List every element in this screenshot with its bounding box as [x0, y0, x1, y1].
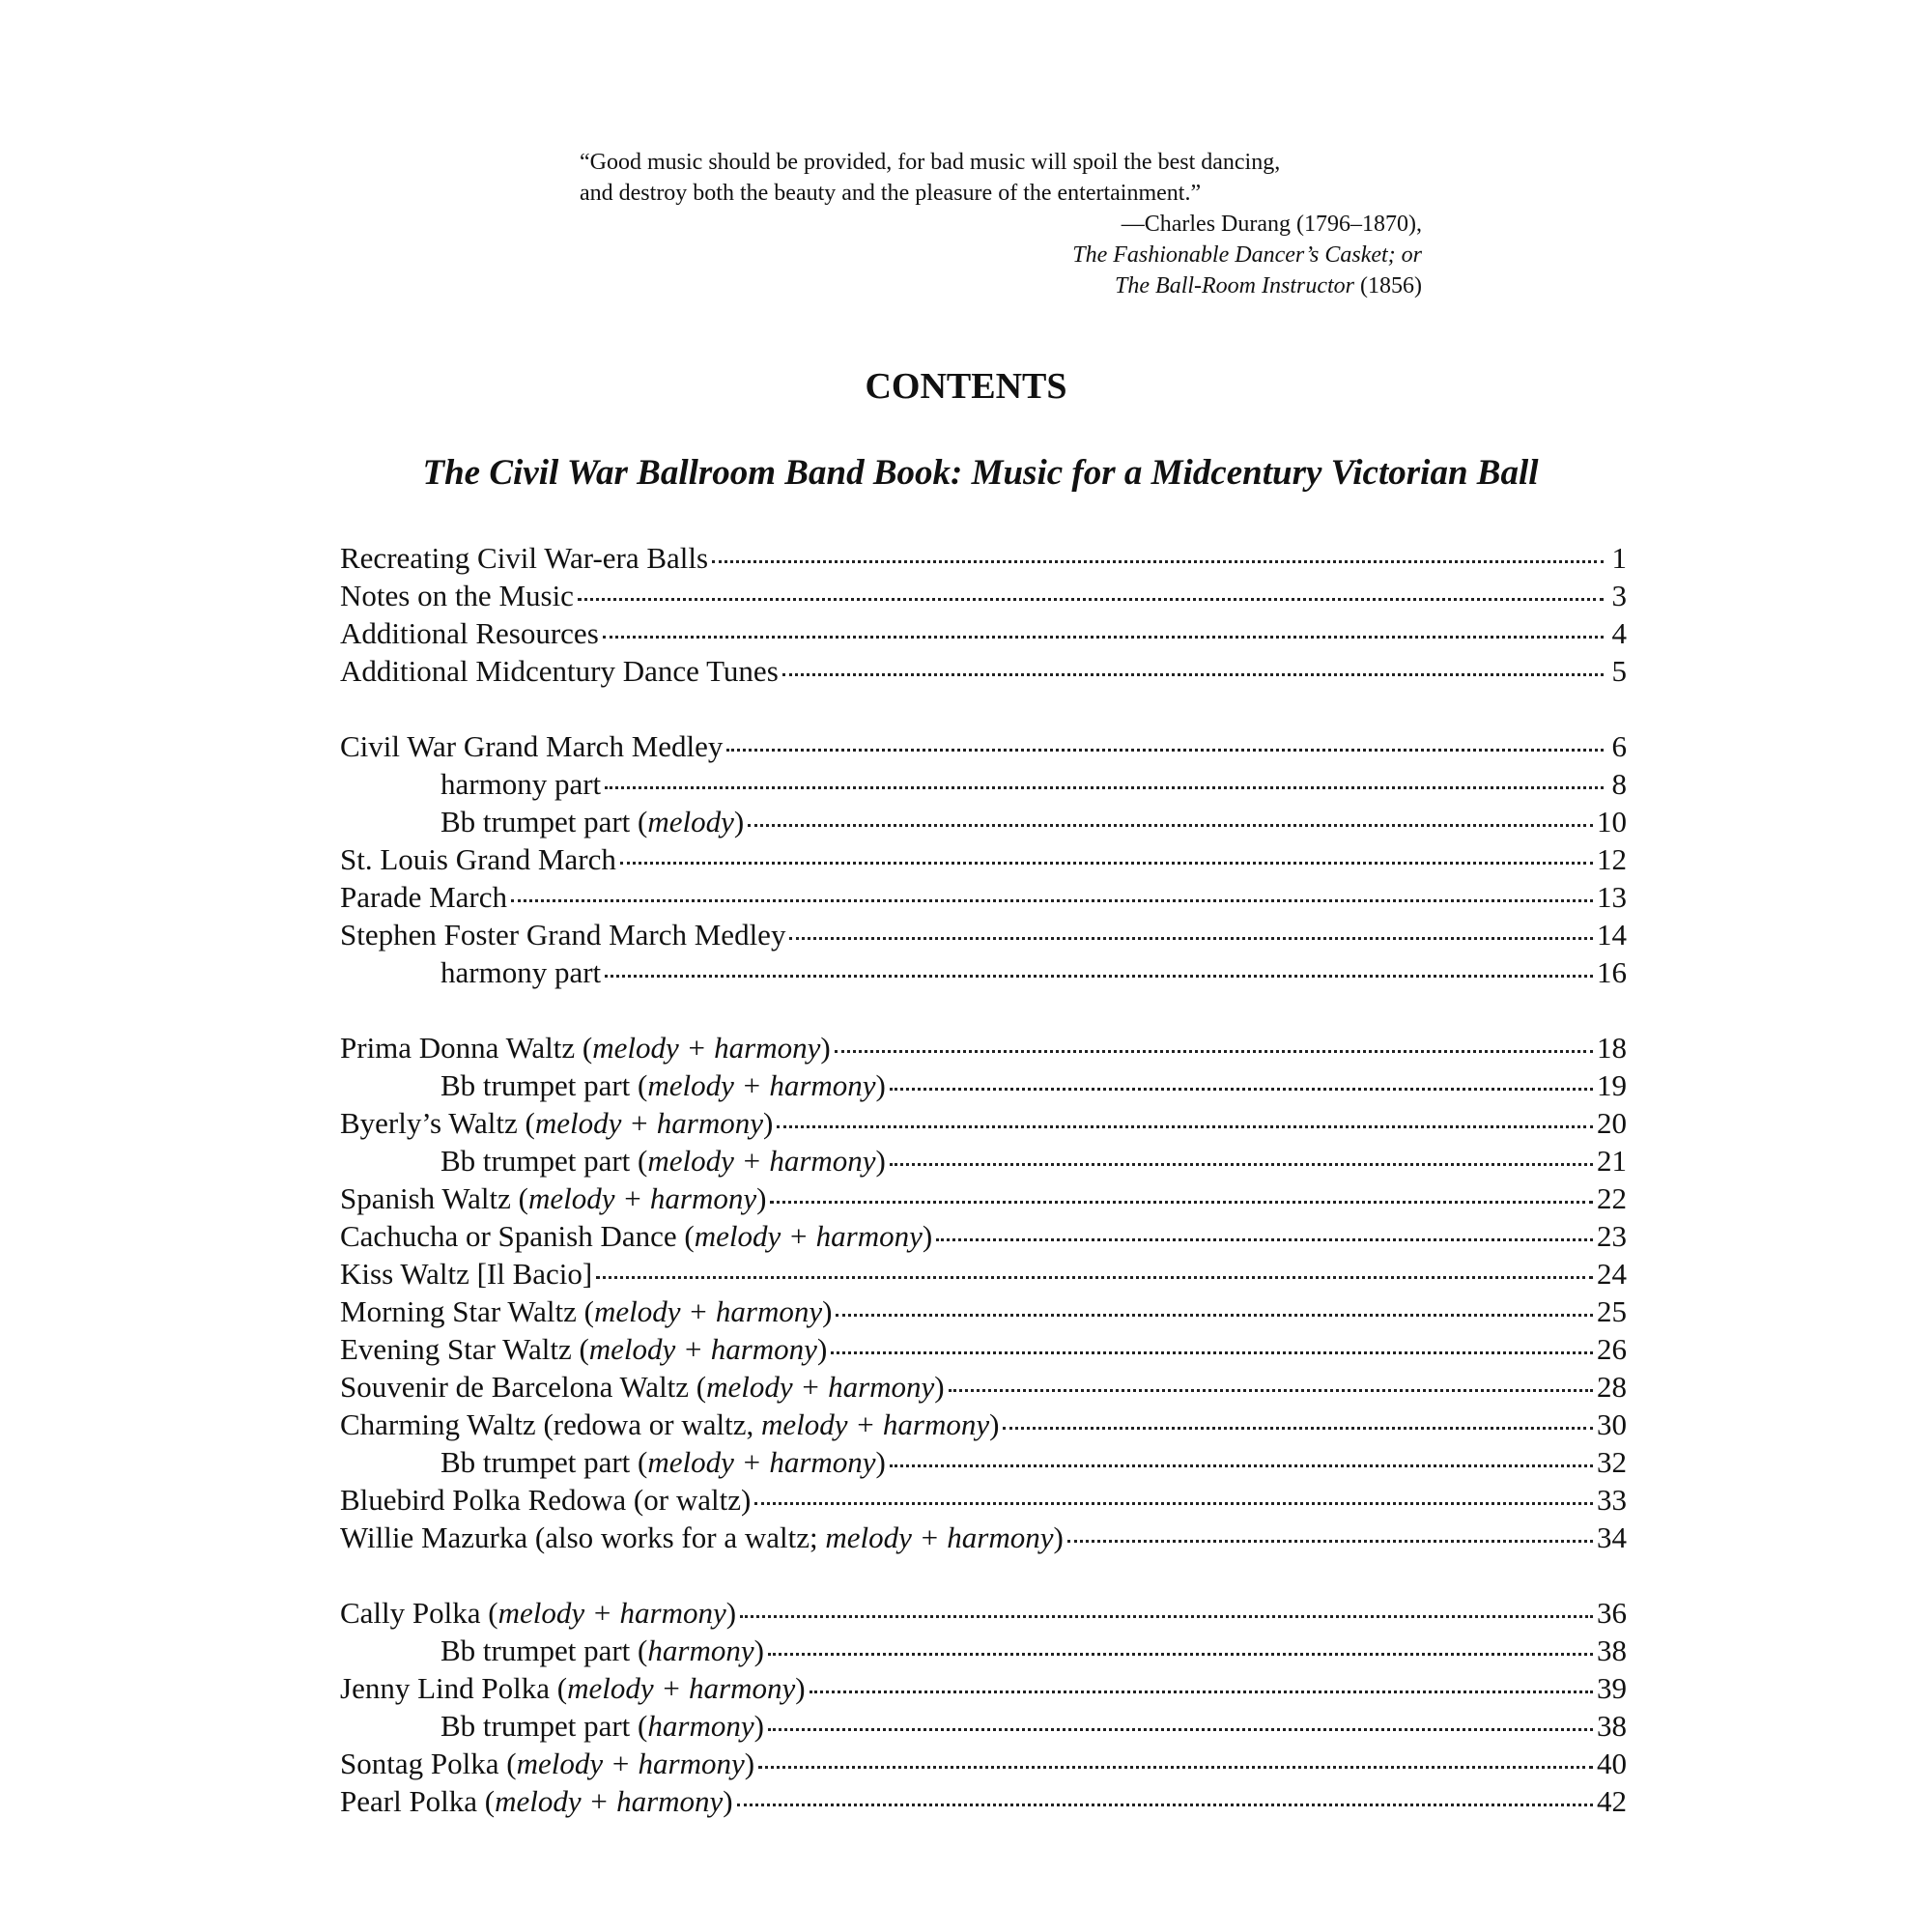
dot-leader [578, 598, 1604, 601]
toc-entry-label [340, 577, 574, 614]
toc-entry [340, 652, 1627, 690]
toc-page-number: 40 [1597, 1747, 1627, 1780]
toc-entry-label [340, 652, 779, 690]
toc-page-number: 30 [1597, 1407, 1627, 1441]
dot-leader [936, 1238, 1593, 1241]
toc-page-number: 21 [1597, 1144, 1627, 1178]
toc-entry-label [440, 765, 601, 803]
toc-entry [340, 1255, 1627, 1293]
toc-page-number: 36 [1597, 1596, 1627, 1630]
toc-page-number: 12 [1597, 842, 1627, 876]
toc-group [340, 1594, 1627, 1820]
toc-page-number: 10 [1597, 805, 1627, 838]
toc-entry-title: Morning Star Waltz ( [340, 1294, 594, 1328]
toc-entry [340, 1406, 1627, 1443]
toc-entry-label [440, 1066, 886, 1104]
toc-entry-title: Byerly’s Waltz ( [340, 1106, 535, 1140]
toc-entry-label [440, 1707, 764, 1745]
toc-entry-close-paren: ) [822, 1294, 833, 1328]
toc-entry-label [440, 1632, 764, 1669]
toc-entry-title: Bb trumpet part ( [440, 1634, 648, 1667]
toc-entry-label [340, 1293, 832, 1330]
toc-entry-parts: melody + harmony [593, 1294, 823, 1328]
toc-page-number: 5 [1611, 654, 1627, 688]
toc-entry-label [440, 953, 601, 991]
toc-entry-parts: melody + harmony [527, 1181, 757, 1215]
toc-entry-label [340, 1330, 827, 1368]
epigraph-year: (1856) [1360, 273, 1422, 298]
toc-entry-title: Prima Donna Waltz ( [340, 1031, 593, 1065]
toc-entry-close-paren: ) [725, 1596, 737, 1630]
toc-entry-title: Additional Resources [340, 616, 599, 650]
toc-page-number: 39 [1597, 1671, 1627, 1705]
toc-page-number: 24 [1597, 1257, 1627, 1291]
dot-leader [620, 862, 1593, 865]
toc-entry-title: Cally Polka ( [340, 1596, 498, 1630]
dot-leader [890, 1464, 1593, 1467]
toc-entry-title: Bb trumpet part ( [440, 1144, 648, 1178]
toc-entry-title: Notes on the Music [340, 579, 574, 612]
toc-entry-parts: harmony [647, 1709, 754, 1743]
toc-entry-close-paren: ) [875, 1068, 886, 1102]
toc-entry-label [440, 1142, 886, 1179]
toc-entry-parts: melody + harmony [694, 1219, 923, 1253]
toc-entry-label [340, 1217, 932, 1255]
dot-leader [1003, 1427, 1593, 1430]
toc-entry-close-paren: ) [875, 1445, 886, 1479]
dot-leader [754, 1502, 1593, 1505]
toc-subentry [340, 1142, 1627, 1179]
toc-subentry [340, 1632, 1627, 1669]
toc-entry-parts: melody + harmony [497, 1596, 726, 1630]
toc-entry-parts: melody + harmony [825, 1520, 1054, 1554]
toc-page-number: 38 [1597, 1634, 1627, 1667]
toc-entry [340, 1519, 1627, 1556]
dot-leader [777, 1125, 1593, 1128]
dot-leader [949, 1389, 1593, 1392]
toc-entry-title: Charming Waltz (redowa or waltz, [340, 1407, 761, 1441]
toc-entry-parts: melody + harmony [647, 1144, 876, 1178]
toc-entry [340, 878, 1627, 916]
toc-entry-title: St. Louis Grand March [340, 842, 616, 876]
toc-page-number: 16 [1597, 955, 1627, 989]
toc-entry-close-paren: ) [820, 1031, 831, 1065]
toc-group [340, 1029, 1627, 1556]
toc-entry-label [340, 1368, 945, 1406]
toc-subentry [340, 765, 1627, 803]
toc-entry-title: Willie Mazurka (also works for a waltz; [340, 1520, 826, 1554]
toc-page-number: 19 [1597, 1068, 1627, 1102]
toc-entry-parts: melody [647, 805, 734, 838]
toc-entry-label [340, 1406, 999, 1443]
toc-entry-label [340, 1104, 773, 1142]
dot-leader [740, 1615, 1593, 1618]
toc-entry [340, 727, 1627, 765]
toc-entry [340, 577, 1627, 614]
toc-entry-title: Bb trumpet part ( [440, 805, 648, 838]
toc-entry [340, 916, 1627, 953]
toc-entry-parts: melody + harmony [647, 1068, 876, 1102]
dot-leader [768, 1653, 1593, 1656]
toc-entry-title: harmony part [440, 767, 602, 801]
toc-page-number: 6 [1611, 729, 1627, 763]
toc-entry-title: Bluebird Polka Redowa (or waltz) [340, 1483, 752, 1517]
toc-entry-title: Sontag Polka ( [340, 1747, 517, 1780]
toc-entry-label [440, 1443, 886, 1481]
toc-entry-title: Spanish Waltz ( [340, 1181, 528, 1215]
toc-entry [340, 1104, 1627, 1142]
toc-entry-title: Bb trumpet part ( [440, 1068, 648, 1102]
toc-entry-parts: melody + harmony [567, 1671, 796, 1705]
toc-entry-close-paren: ) [753, 1709, 764, 1743]
dot-leader [605, 975, 1593, 978]
toc-entry-title: Additional Midcentury Dance Tunes [340, 654, 779, 688]
toc-entry-close-paren: ) [816, 1332, 828, 1366]
toc-entry-close-paren: ) [989, 1407, 1000, 1441]
toc-entry-label [340, 1669, 806, 1707]
toc-page-number: 34 [1597, 1520, 1627, 1554]
toc-page-number: 28 [1597, 1370, 1627, 1404]
epigraph-work-line-1 [580, 240, 1422, 270]
epigraph-work-title-1: The Fashionable Dancer’s Casket; or [1072, 242, 1422, 268]
toc-entry-label [340, 840, 616, 878]
dot-leader [726, 749, 1604, 752]
toc-page-number: 13 [1597, 880, 1627, 914]
toc-page-number: 26 [1597, 1332, 1627, 1366]
toc-entry-label [340, 1594, 736, 1632]
toc-page-number: 18 [1597, 1031, 1627, 1065]
toc-entry-parts: melody + harmony [706, 1370, 935, 1404]
toc-entry-label [340, 1519, 1064, 1556]
toc-entry-title: Jenny Lind Polka ( [340, 1671, 568, 1705]
toc-group [340, 539, 1627, 690]
toc-entry-title: Parade March [340, 880, 507, 914]
toc-page-number: 33 [1597, 1483, 1627, 1517]
toc-entry [340, 1481, 1627, 1519]
contents-heading: CONTENTS [865, 366, 1067, 407]
toc-page-number: 38 [1597, 1709, 1627, 1743]
dot-leader [890, 1088, 1593, 1091]
book-title: The Civil War Ballroom Band Book: Music for a Midcentury Victorian Ball [422, 453, 1539, 493]
toc-entry-close-paren: ) [875, 1144, 886, 1178]
toc-entry-label [340, 1029, 831, 1066]
toc-page-number: 20 [1597, 1106, 1627, 1140]
toc-entry [340, 1669, 1627, 1707]
dot-leader [835, 1050, 1593, 1053]
toc-page-number: 23 [1597, 1219, 1627, 1253]
toc-entry-close-paren: ) [753, 1634, 764, 1667]
epigraph-author: —Charles Durang (1796–1870), [1121, 212, 1422, 237]
toc-entry-label [440, 803, 744, 840]
toc-entry-close-paren: ) [922, 1219, 933, 1253]
toc-entry-close-paren: ) [744, 1747, 755, 1780]
toc-entry-parts: melody + harmony [588, 1332, 817, 1366]
toc-entry [340, 1330, 1627, 1368]
dot-leader [831, 1351, 1593, 1354]
toc-entry [340, 1293, 1627, 1330]
dot-leader [836, 1314, 1593, 1317]
toc-entry-title: Bb trumpet part ( [440, 1445, 648, 1479]
toc-entry [340, 1179, 1627, 1217]
epigraph [580, 147, 1422, 301]
toc-entry-parts: melody + harmony [592, 1031, 821, 1065]
dot-leader [596, 1276, 1593, 1279]
dot-leader [603, 636, 1604, 639]
dot-leader [712, 560, 1604, 563]
toc-entry [340, 1594, 1627, 1632]
toc-entry-close-paren: ) [1053, 1520, 1064, 1554]
toc-entry-close-paren: ) [723, 1784, 733, 1818]
toc-entry-label [340, 614, 599, 652]
toc-entry-parts: melody + harmony [495, 1784, 724, 1818]
dot-leader [511, 899, 1593, 902]
toc-entry-title: Pearl Polka ( [340, 1784, 496, 1818]
toc-entry-close-paren: ) [733, 805, 745, 838]
toc-entry-title: Recreating Civil War-era Balls [340, 541, 709, 575]
dot-leader [770, 1201, 1593, 1204]
toc-page-number: 25 [1597, 1294, 1627, 1328]
toc-entry [340, 840, 1627, 878]
table-of-contents [340, 539, 1627, 1858]
toc-page-number: 8 [1611, 767, 1627, 801]
dot-leader [789, 937, 1593, 940]
toc-entry-title: Stephen Foster Grand March Medley [340, 918, 786, 952]
toc-subentry [340, 953, 1627, 991]
toc-page-number: 14 [1597, 918, 1627, 952]
toc-entry-parts: harmony [647, 1634, 754, 1667]
dot-leader [890, 1163, 1593, 1166]
toc-entry-title: Souvenir de Barcelona Waltz ( [340, 1370, 707, 1404]
toc-page-number: 42 [1597, 1784, 1627, 1818]
toc-subentry [340, 1707, 1627, 1745]
toc-entry [340, 539, 1627, 577]
toc-group [340, 727, 1627, 991]
epigraph-work-line-2 [580, 270, 1422, 301]
toc-entry-parts: melody + harmony [760, 1407, 990, 1441]
toc-entry [340, 1029, 1627, 1066]
toc-entry-label [340, 916, 785, 953]
toc-entry-title: Bb trumpet part ( [440, 1709, 648, 1743]
toc-entry-label [340, 539, 708, 577]
toc-subentry [340, 1066, 1627, 1104]
dot-leader [810, 1690, 1593, 1693]
toc-entry-label [340, 727, 723, 765]
toc-entry-label [340, 1255, 592, 1293]
toc-entry-parts: melody + harmony [647, 1445, 876, 1479]
toc-entry-parts: melody + harmony [516, 1747, 745, 1780]
toc-entry-label [340, 1782, 733, 1820]
toc-subentry [340, 1443, 1627, 1481]
toc-entry-close-paren: ) [795, 1671, 806, 1705]
toc-page-number: 22 [1597, 1181, 1627, 1215]
epigraph-work-title-2: The Ball-Room Instructor [1115, 273, 1355, 298]
toc-entry [340, 1745, 1627, 1782]
toc-entry [340, 1368, 1627, 1406]
toc-entry-title: Civil War Grand March Medley [340, 729, 724, 763]
toc-page-number: 4 [1611, 616, 1627, 650]
toc-page-number: 3 [1611, 579, 1627, 612]
toc-entry [340, 1782, 1627, 1820]
dot-leader [758, 1766, 1593, 1769]
dot-leader [748, 824, 1593, 827]
toc-entry-title: harmony part [440, 955, 602, 989]
toc-entry-label [340, 1481, 751, 1519]
dot-leader [1067, 1540, 1593, 1543]
toc-entry-label [340, 878, 507, 916]
toc-entry-label [340, 1179, 766, 1217]
toc-entry-close-paren: ) [763, 1106, 774, 1140]
toc-entry [340, 614, 1627, 652]
toc-page-number: 32 [1597, 1445, 1627, 1479]
toc-entry-close-paren: ) [756, 1181, 767, 1215]
epigraph-quote-line-1: “Good music should be provided, for bad music will spoil the best dancing, [580, 150, 1281, 175]
dot-leader [768, 1728, 1593, 1731]
toc-page-number: 1 [1611, 541, 1627, 575]
toc-entry-close-paren: ) [934, 1370, 945, 1404]
dot-leader [737, 1804, 1593, 1806]
dot-leader [782, 673, 1604, 676]
toc-entry-title: Kiss Waltz [Il Bacio] [340, 1257, 593, 1291]
dot-leader [605, 786, 1604, 789]
toc-entry [340, 1217, 1627, 1255]
epigraph-quote-line-2: and destroy both the beauty and the pleasure of the entertainment.” [580, 181, 1202, 206]
toc-entry-title: Evening Star Waltz ( [340, 1332, 589, 1366]
toc-subentry [340, 803, 1627, 840]
toc-entry-label [340, 1745, 754, 1782]
toc-entry-title: Cachucha or Spanish Dance ( [340, 1219, 695, 1253]
toc-entry-parts: melody + harmony [534, 1106, 763, 1140]
